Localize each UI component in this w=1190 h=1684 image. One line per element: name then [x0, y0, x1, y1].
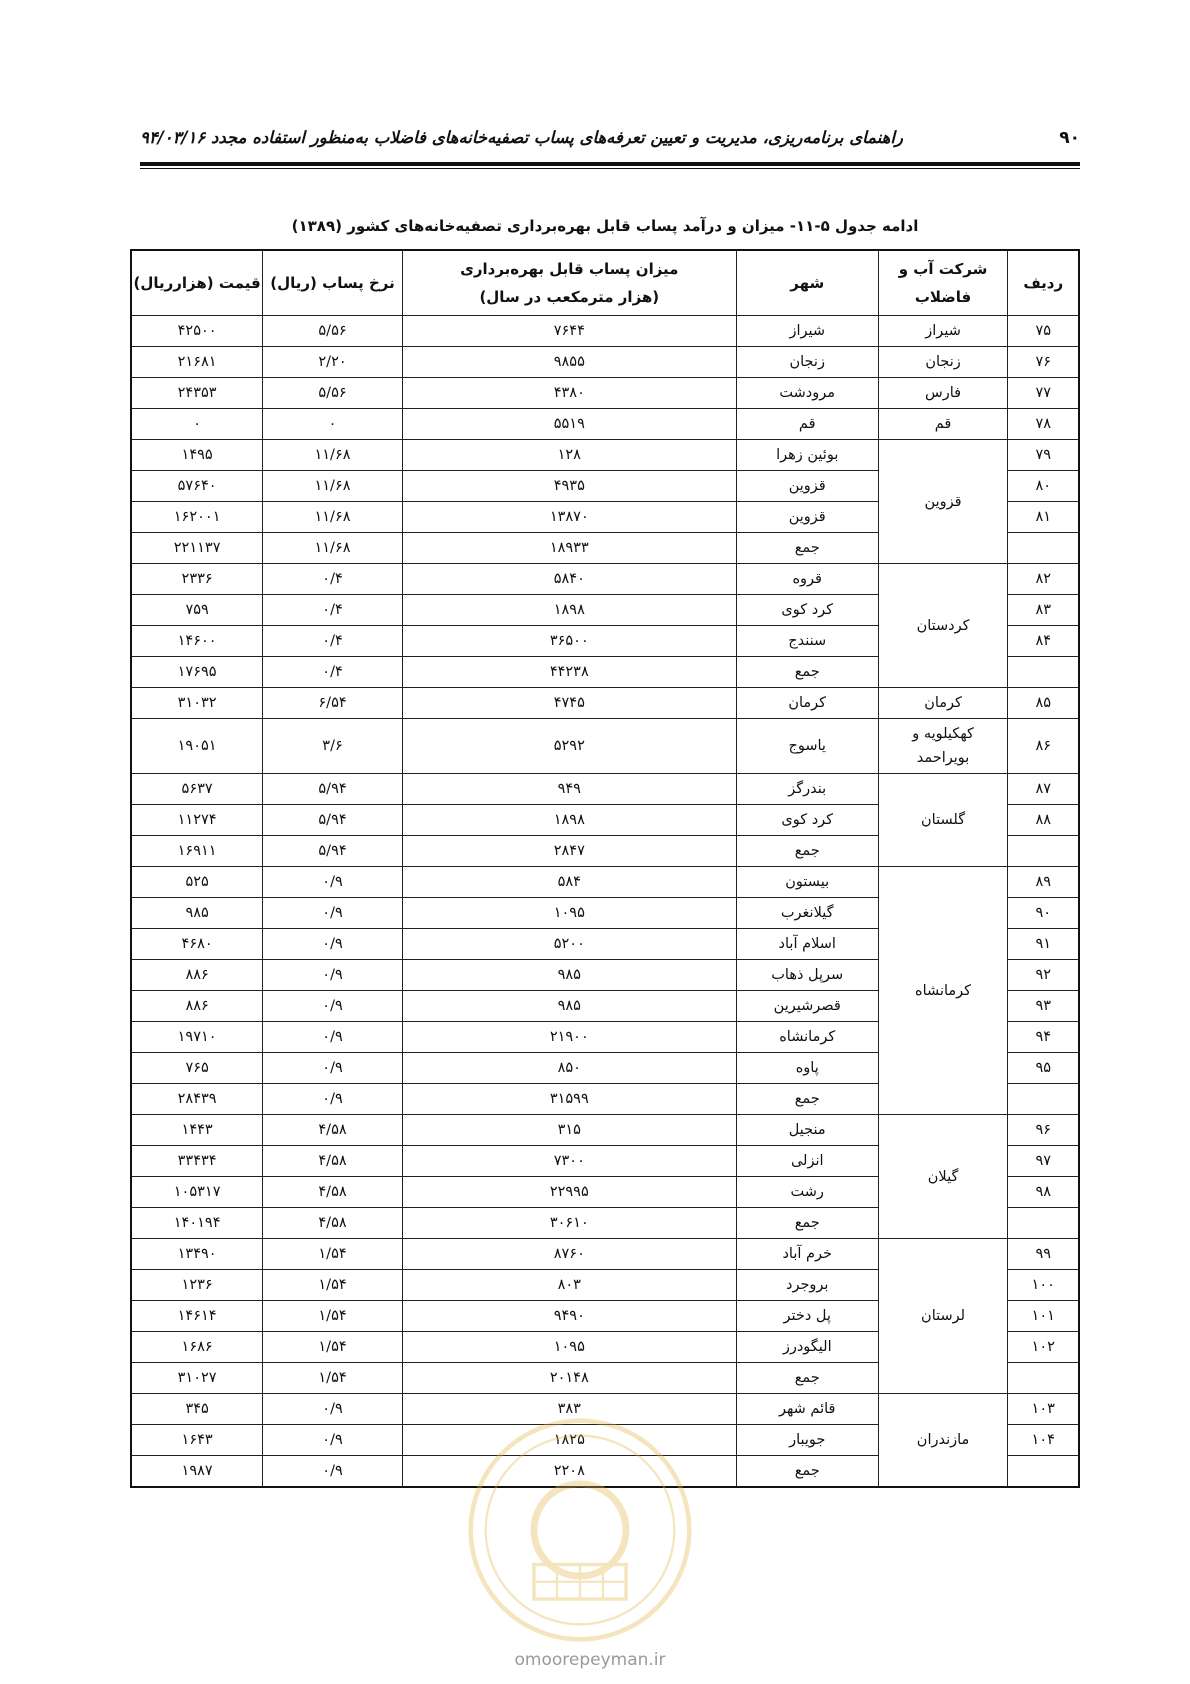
cell-volume: ۲۰۱۴۸	[402, 1363, 736, 1394]
cell-rate: ۴/۵۸	[263, 1115, 403, 1146]
cell-volume: ۳۶۵۰۰	[402, 626, 736, 657]
cell-row-number: ۹۰	[1008, 898, 1079, 929]
cell-city: قزوین	[736, 502, 878, 533]
cell-price: ۱۴۴۳	[131, 1115, 263, 1146]
cell-volume: ۲۲۰۸	[402, 1456, 736, 1488]
table-row	[131, 409, 1079, 440]
cell-price: ۲۱۶۸۱	[131, 347, 263, 378]
cell-volume: ۱۸۹۸	[402, 805, 736, 836]
cell-rate: ۱/۵۴	[263, 1270, 403, 1301]
cell-rate: ۵/۹۴	[263, 774, 403, 805]
cell-volume: ۱۸۹۸	[402, 595, 736, 626]
cell-volume: ۷۶۴۴	[402, 316, 736, 347]
cell-price: ۳۱۰۲۷	[131, 1363, 263, 1394]
cell-city: قم	[736, 409, 878, 440]
watermark-seal	[465, 1415, 695, 1645]
cell-rate: ۰	[263, 409, 403, 440]
cell-city: شیراز	[736, 316, 878, 347]
cell-price: ۱۶۹۱۱	[131, 836, 263, 867]
cell-price: ۳۱۰۳۲	[131, 688, 263, 719]
header-city: شهر	[736, 250, 878, 316]
cell-row-number: ۷۹	[1008, 440, 1079, 471]
cell-city: کرمان	[736, 688, 878, 719]
cell-rate: ۶/۵۴	[263, 688, 403, 719]
cell-price: ۱۱۲۷۴	[131, 805, 263, 836]
cell-volume: ۹۴۹	[402, 774, 736, 805]
cell-row-number: ۷۸	[1008, 409, 1079, 440]
cell-price: ۵۲۵	[131, 867, 263, 898]
cell-price: ۲۸۴۳۹	[131, 1084, 263, 1115]
cell-rate: ۱/۵۴	[263, 1363, 403, 1394]
cell-rate: ۰/۹	[263, 991, 403, 1022]
cell-volume: ۷۳۰۰	[402, 1146, 736, 1177]
cell-company: شیراز	[878, 316, 1008, 347]
cell-rate: ۰/۹	[263, 1053, 403, 1084]
cell-rate: ۴/۵۸	[263, 1177, 403, 1208]
company-line: بویراحمد	[916, 750, 970, 766]
cell-row-number: ۹۳	[1008, 991, 1079, 1022]
header-company	[878, 250, 1008, 316]
cell-volume: ۳۸۳	[402, 1394, 736, 1425]
cell-volume: ۹۴۹۰	[402, 1301, 736, 1332]
cell-price: ۱۶۸۶	[131, 1332, 263, 1363]
cell-rate: ۲/۲۰	[263, 347, 403, 378]
cell-price: ۳۳۴۳۴	[131, 1146, 263, 1177]
cell-company: لرستان	[878, 1239, 1008, 1394]
running-title: راهنمای برنامه‌ریزی، مدیریت و تعیین تعرفه‌های پساب تصفیه‌خانه‌های فاضلاب به‌منظور استفاده مجدد ۹۴/۰۳/۱۶	[140, 128, 903, 147]
cell-row-number	[1008, 1456, 1079, 1488]
cell-volume: ۲۱۹۰۰	[402, 1022, 736, 1053]
cell-price: ۰	[131, 409, 263, 440]
cell-row-number: ۷۵	[1008, 316, 1079, 347]
table-row	[131, 774, 1079, 805]
cell-row-number: ۸۰	[1008, 471, 1079, 502]
table-row	[131, 347, 1079, 378]
cell-company: کرمانشاه	[878, 867, 1008, 1115]
cell-city: قزوین	[736, 471, 878, 502]
cell-row-number: ۱۰۴	[1008, 1425, 1079, 1456]
cell-city: بیستون	[736, 867, 878, 898]
cell-price: ۸۸۶	[131, 960, 263, 991]
header-row-number: ردیف	[1008, 250, 1079, 316]
table-row	[131, 1239, 1079, 1270]
cell-rate: ۱/۵۴	[263, 1301, 403, 1332]
cell-volume: ۲۸۴۷	[402, 836, 736, 867]
cell-row-number: ۹۵	[1008, 1053, 1079, 1084]
cell-city: جمع	[736, 1208, 878, 1239]
cell-price: ۲۴۳۵۳	[131, 378, 263, 409]
cell-volume: ۵۸۴	[402, 867, 736, 898]
cell-rate: ۱/۵۴	[263, 1332, 403, 1363]
cell-city: جمع	[736, 657, 878, 688]
page-number: ۹۰	[1059, 128, 1080, 148]
cell-volume: ۳۱۵	[402, 1115, 736, 1146]
cell-city: جمع	[736, 1363, 878, 1394]
cell-volume: ۴۷۴۵	[402, 688, 736, 719]
cell-price: ۱۲۳۶	[131, 1270, 263, 1301]
cell-volume: ۲۲۹۹۵	[402, 1177, 736, 1208]
cell-price: ۳۴۵	[131, 1394, 263, 1425]
header-rate: نرخ پساب (ریال)	[263, 250, 403, 316]
cell-price: ۷۵۹	[131, 595, 263, 626]
cell-city: پل دختر	[736, 1301, 878, 1332]
table-row	[131, 564, 1079, 595]
cell-row-number: ۸۱	[1008, 502, 1079, 533]
cell-rate: ۰/۹	[263, 960, 403, 991]
cell-price: ۸۸۶	[131, 991, 263, 1022]
table-row	[131, 867, 1079, 898]
cell-rate: ۴/۵۸	[263, 1208, 403, 1239]
header-volume-line1: میزان پساب قابل بهره‌برداری	[460, 260, 679, 278]
cell-row-number: ۸۳	[1008, 595, 1079, 626]
cell-volume: ۵۵۱۹	[402, 409, 736, 440]
cell-city: کرمانشاه	[736, 1022, 878, 1053]
cell-city: انزلی	[736, 1146, 878, 1177]
table-row	[131, 688, 1079, 719]
cell-rate: ۰/۹	[263, 867, 403, 898]
cell-price: ۱۰۵۳۱۷	[131, 1177, 263, 1208]
cell-row-number: ۹۴	[1008, 1022, 1079, 1053]
header-company-line2: فاضلاب	[914, 288, 972, 306]
cell-volume: ۳۱۵۹۹	[402, 1084, 736, 1115]
cell-row-number: ۸۷	[1008, 774, 1079, 805]
cell-price: ۴۲۵۰۰	[131, 316, 263, 347]
cell-rate: ۴/۵۸	[263, 1146, 403, 1177]
cell-city: منجیل	[736, 1115, 878, 1146]
cell-rate: ۵/۵۶	[263, 378, 403, 409]
cell-rate: ۰/۴	[263, 564, 403, 595]
cell-rate: ۰/۴	[263, 626, 403, 657]
cell-company: کرمان	[878, 688, 1008, 719]
cell-company: زنجان	[878, 347, 1008, 378]
cell-volume: ۸۰۳	[402, 1270, 736, 1301]
cell-volume: ۱۲۸	[402, 440, 736, 471]
cell-row-number: ۱۰۰	[1008, 1270, 1079, 1301]
header-rule-thin	[140, 168, 1080, 169]
cell-price: ۲۳۳۶	[131, 564, 263, 595]
cell-row-number: ۹۶	[1008, 1115, 1079, 1146]
cell-price: ۱۶۴۳	[131, 1425, 263, 1456]
cell-city: سرپل ذهاب	[736, 960, 878, 991]
table-header-row	[131, 250, 1079, 316]
cell-rate: ۱۱/۶۸	[263, 533, 403, 564]
cell-row-number	[1008, 1363, 1079, 1394]
header-company-line1: شرکت آب و	[898, 260, 988, 278]
cell-volume: ۱۸۲۵	[402, 1425, 736, 1456]
cell-city: جویبار	[736, 1425, 878, 1456]
cell-volume: ۸۵۰	[402, 1053, 736, 1084]
cell-rate: ۰/۹	[263, 1425, 403, 1456]
cell-price: ۲۲۱۱۳۷	[131, 533, 263, 564]
table-row	[131, 378, 1079, 409]
cell-row-number: ۸۴	[1008, 626, 1079, 657]
cell-city: خرم آباد	[736, 1239, 878, 1270]
cell-row-number: ۷۶	[1008, 347, 1079, 378]
cell-city: جمع	[736, 1084, 878, 1115]
cell-price: ۱۶۲۰۰۱	[131, 502, 263, 533]
table-row	[131, 719, 1079, 774]
cell-row-number: ۱۰۳	[1008, 1394, 1079, 1425]
cell-company: قم	[878, 409, 1008, 440]
cell-city: جمع	[736, 1456, 878, 1488]
cell-city: اسلام آباد	[736, 929, 878, 960]
cell-price: ۵۷۶۴۰	[131, 471, 263, 502]
cell-row-number: ۹۷	[1008, 1146, 1079, 1177]
cell-rate: ۰/۹	[263, 1084, 403, 1115]
cell-rate: ۱/۵۴	[263, 1239, 403, 1270]
cell-city: الیگودرز	[736, 1332, 878, 1363]
cell-row-number: ۸۹	[1008, 867, 1079, 898]
cell-city: بروجرد	[736, 1270, 878, 1301]
cell-city: قائم شهر	[736, 1394, 878, 1425]
watermark-url: omoorepeyman.ir	[514, 1650, 666, 1670]
cell-price: ۵۶۳۷	[131, 774, 263, 805]
cell-price: ۱۴۰۱۹۴	[131, 1208, 263, 1239]
cell-price: ۱۴۹۵	[131, 440, 263, 471]
cell-city: کرد کوی	[736, 595, 878, 626]
cell-row-number: ۸۲	[1008, 564, 1079, 595]
cell-rate: ۵/۹۴	[263, 805, 403, 836]
cell-rate: ۰/۴	[263, 595, 403, 626]
cell-price: ۱۳۴۹۰	[131, 1239, 263, 1270]
cell-row-number: ۱۰۲	[1008, 1332, 1079, 1363]
cell-row-number	[1008, 836, 1079, 867]
company-line: کهکیلویه و	[912, 726, 974, 742]
cell-price: ۱۴۶۱۴	[131, 1301, 263, 1332]
cell-city: بوئین زهرا	[736, 440, 878, 471]
cell-row-number	[1008, 657, 1079, 688]
cell-city: پاوه	[736, 1053, 878, 1084]
cell-volume: ۳۰۶۱۰	[402, 1208, 736, 1239]
cell-row-number: ۹۹	[1008, 1239, 1079, 1270]
cell-price: ۱۹۸۷	[131, 1456, 263, 1488]
cell-volume: ۱۰۹۵	[402, 898, 736, 929]
cell-company: کردستان	[878, 564, 1008, 688]
cell-city: رشت	[736, 1177, 878, 1208]
cell-row-number: ۸۵	[1008, 688, 1079, 719]
cell-price: ۹۸۵	[131, 898, 263, 929]
cell-rate: ۰/۹	[263, 898, 403, 929]
cell-city: یاسوج	[736, 719, 878, 774]
cell-city: زنجان	[736, 347, 878, 378]
cell-volume: ۹۸۵۵	[402, 347, 736, 378]
cell-city: قصرشیرین	[736, 991, 878, 1022]
cell-row-number	[1008, 1084, 1079, 1115]
cell-row-number: ۱۰۱	[1008, 1301, 1079, 1332]
cell-city: بندرگز	[736, 774, 878, 805]
cell-rate: ۰/۹	[263, 1394, 403, 1425]
cell-price: ۱۴۶۰۰	[131, 626, 263, 657]
cell-rate: ۰/۹	[263, 1456, 403, 1488]
cell-city: مرودشت	[736, 378, 878, 409]
cell-row-number	[1008, 1208, 1079, 1239]
cell-volume: ۴۳۸۰	[402, 378, 736, 409]
cell-volume: ۸۷۶۰	[402, 1239, 736, 1270]
cell-rate: ۱۱/۶۸	[263, 440, 403, 471]
cell-volume: ۱۳۸۷۰	[402, 502, 736, 533]
cell-company: فارس	[878, 378, 1008, 409]
cell-rate: ۵/۵۶	[263, 316, 403, 347]
page-header	[140, 128, 1080, 158]
cell-rate: ۵/۹۴	[263, 836, 403, 867]
cell-city: جمع	[736, 533, 878, 564]
cell-company: گلستان	[878, 774, 1008, 867]
table-caption: ادامه جدول ۵-۱۱- میزان و درآمد پساب قابل بهره‌برداری تصفیه‌خانه‌های کشور (۱۳۸۹)	[291, 217, 919, 235]
cell-row-number: ۹۱	[1008, 929, 1079, 960]
header-volume-line2: (هزار مترمکعب در سال)	[479, 288, 660, 306]
cell-rate: ۰/۴	[263, 657, 403, 688]
header-price: قیمت (هزارریال)	[131, 250, 263, 316]
cell-row-number: ۷۷	[1008, 378, 1079, 409]
cell-rate: ۳/۶	[263, 719, 403, 774]
header-volume	[402, 250, 736, 316]
cell-row-number: ۹۸	[1008, 1177, 1079, 1208]
cell-city: گیلانغرب	[736, 898, 878, 929]
cell-price: ۴۶۸۰	[131, 929, 263, 960]
cell-city: جمع	[736, 836, 878, 867]
cell-rate: ۰/۹	[263, 1022, 403, 1053]
cell-volume: ۵۲۰۰	[402, 929, 736, 960]
cell-city: سنندج	[736, 626, 878, 657]
cell-company: قزوین	[878, 440, 1008, 564]
cell-row-number	[1008, 533, 1079, 564]
cell-volume: ۴۴۲۳۸	[402, 657, 736, 688]
cell-company	[878, 719, 1008, 774]
cell-row-number: ۸۸	[1008, 805, 1079, 836]
cell-row-number: ۸۶	[1008, 719, 1079, 774]
cell-rate: ۰/۹	[263, 929, 403, 960]
cell-rate: ۱۱/۶۸	[263, 471, 403, 502]
cell-volume: ۵۲۹۲	[402, 719, 736, 774]
table-row	[131, 1115, 1079, 1146]
cell-volume: ۹۸۵	[402, 960, 736, 991]
cell-city: قروه	[736, 564, 878, 595]
wastewater-table	[130, 249, 1080, 1488]
cell-volume: ۵۸۴۰	[402, 564, 736, 595]
table-row	[131, 440, 1079, 471]
cell-price: ۱۷۶۹۵	[131, 657, 263, 688]
table-row	[131, 316, 1079, 347]
header-rule-thick	[140, 162, 1080, 166]
cell-city: کرد کوی	[736, 805, 878, 836]
cell-row-number: ۹۲	[1008, 960, 1079, 991]
cell-price: ۱۹۷۱۰	[131, 1022, 263, 1053]
cell-price: ۷۶۵	[131, 1053, 263, 1084]
cell-price: ۱۹۰۵۱	[131, 719, 263, 774]
cell-volume: ۴۹۳۵	[402, 471, 736, 502]
cell-rate: ۱۱/۶۸	[263, 502, 403, 533]
cell-volume: ۹۸۵	[402, 991, 736, 1022]
cell-company: گیلان	[878, 1115, 1008, 1239]
cell-volume: ۱۸۹۳۳	[402, 533, 736, 564]
cell-volume: ۱۰۹۵	[402, 1332, 736, 1363]
cell-company: مازندران	[878, 1394, 1008, 1488]
